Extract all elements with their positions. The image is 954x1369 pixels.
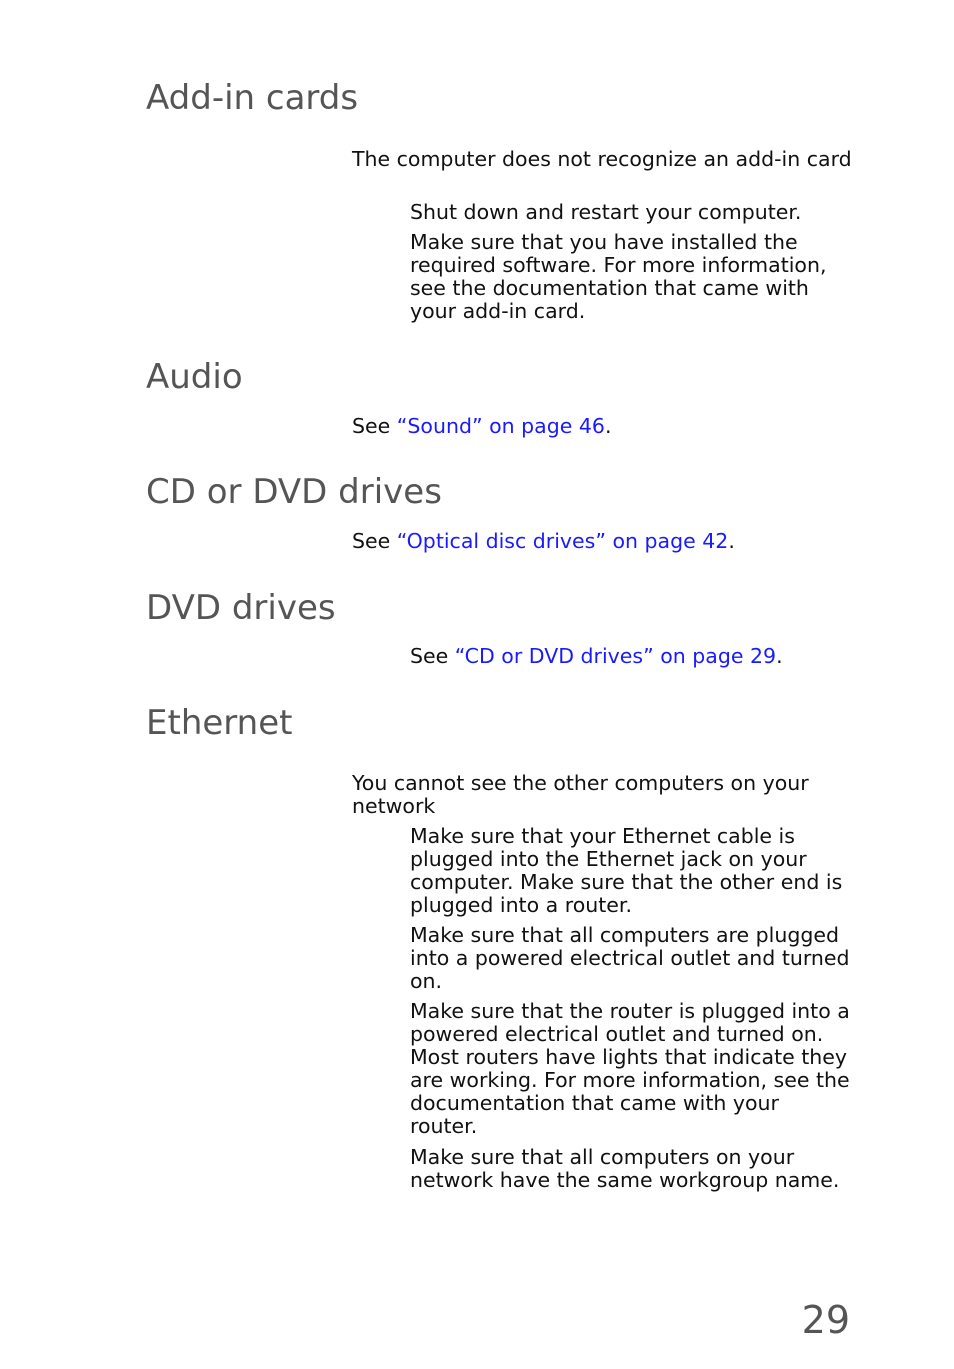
heading-ethernet: Ethernet xyxy=(146,703,293,743)
optical-disc-drives-link[interactable]: “Optical disc drives” on page 42 xyxy=(396,529,729,553)
ethernet-solution-2: Make sure that all computers are plugged into a powered electrical outlet and turned on. xyxy=(410,923,850,993)
addin-problem: The computer does not recognize an add-in card xyxy=(352,147,852,171)
period: . xyxy=(728,529,735,553)
period: . xyxy=(776,644,783,668)
ethernet-solution-3: Make sure that the router is plugged into a powered electrical outlet and turned on. Most routers have lights that indicate they are working. For more information, see the documentation that came with your router. xyxy=(410,999,850,1138)
addin-solution-1: Shut down and restart your computer. xyxy=(410,200,802,224)
audio-see-line xyxy=(352,415,852,438)
ethernet-problem: You cannot see the other computers on your network xyxy=(352,771,809,818)
cd-see-line xyxy=(352,530,852,553)
addin-solution-2: Make sure that you have installed the required software. For more information, see the documentation that came with your add-in card. xyxy=(410,230,827,323)
cd-dvd-drives-link[interactable]: “CD or DVD drives” on page 29 xyxy=(454,644,777,668)
period: . xyxy=(604,414,612,438)
ethernet-solution-4: Make sure that all computers on your network have the same workgroup name. xyxy=(410,1145,840,1192)
see-label: See xyxy=(410,644,449,668)
heading-dvd-drives: DVD drives xyxy=(146,588,336,628)
ethernet-solution-1: Make sure that your Ethernet cable is plugged into the Ethernet jack on your computer. Make sure that the other end is plugged into a router. xyxy=(410,824,843,917)
heading-add-in-cards: Add-in cards xyxy=(146,78,359,118)
sound-link[interactable]: “Sound” on page 46 xyxy=(396,414,605,438)
heading-cd-dvd-drives: CD or DVD drives xyxy=(146,472,442,512)
heading-audio: Audio xyxy=(146,357,243,397)
page-number: 29 xyxy=(801,1298,850,1342)
see-label: See xyxy=(352,529,391,553)
dvd-see-line xyxy=(410,645,850,668)
see-label: See xyxy=(352,414,391,438)
